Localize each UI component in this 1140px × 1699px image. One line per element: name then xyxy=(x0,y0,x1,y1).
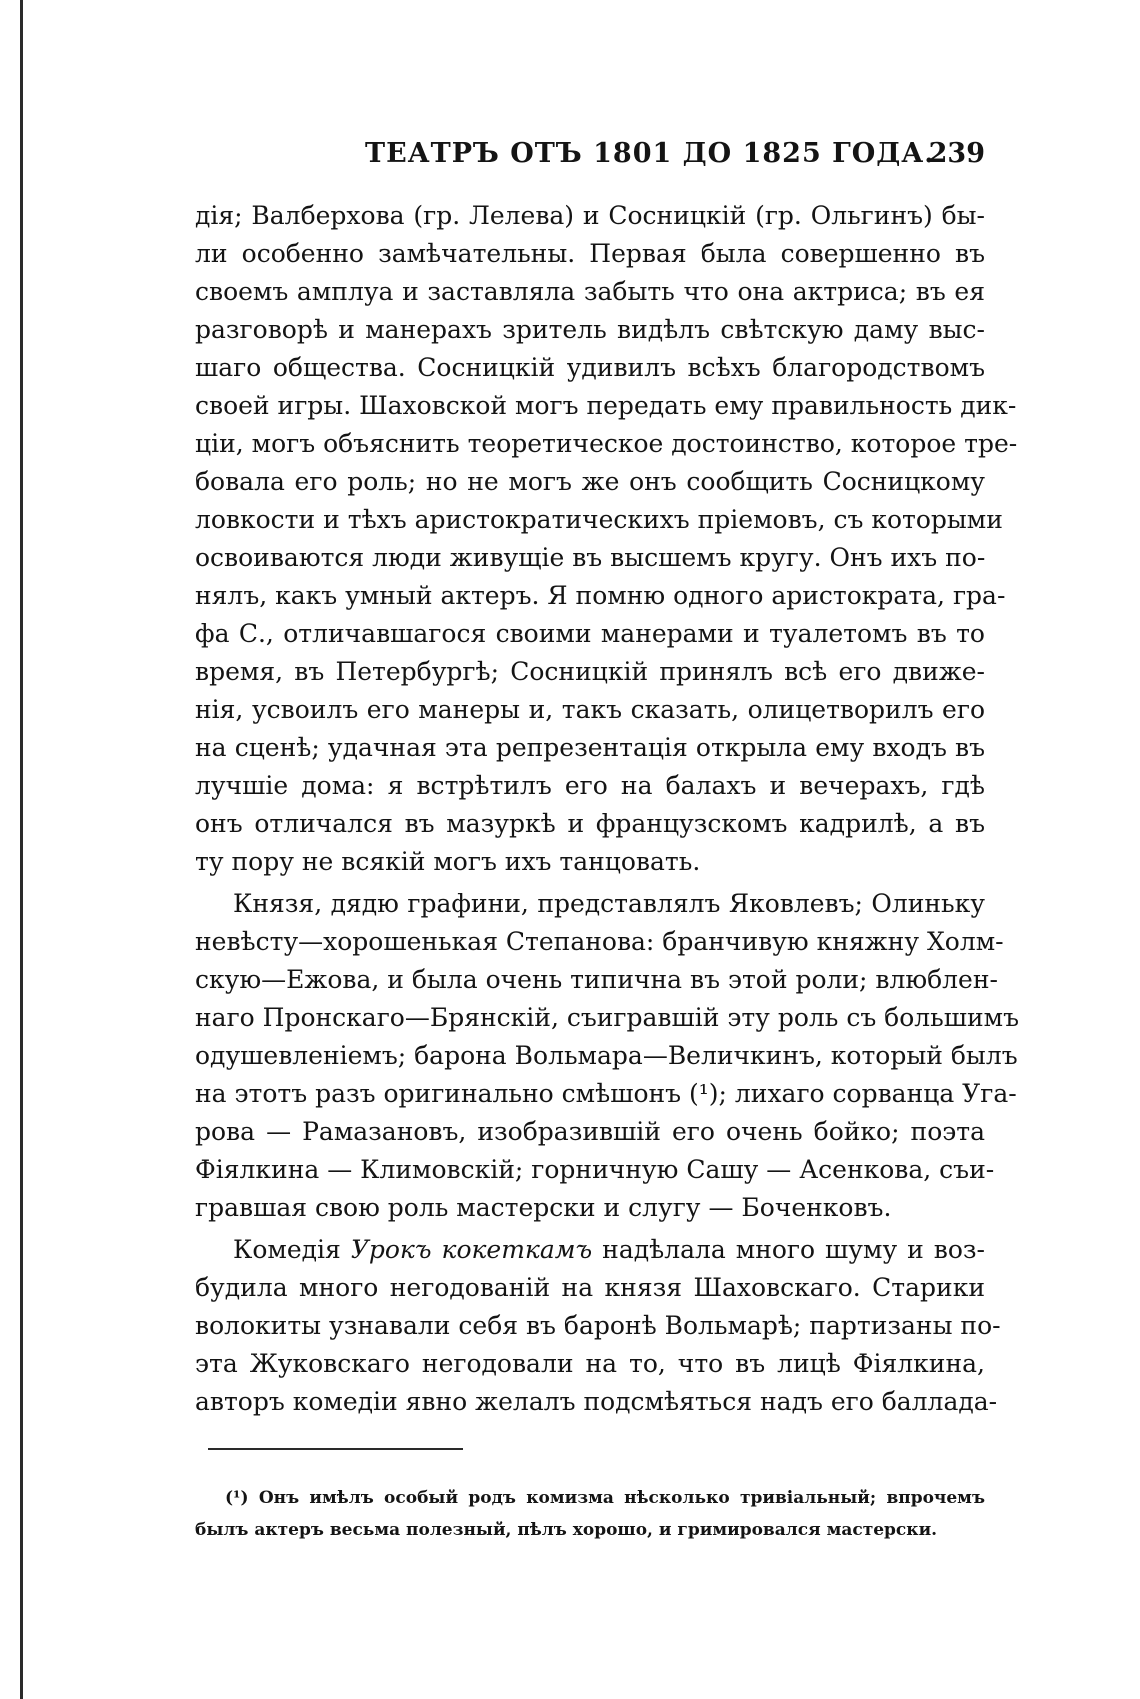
body-text xyxy=(195,197,1020,1421)
text-line: дія; Валберхова (гр. Лелева) и Сосницкій (гр. Ольгинъ) бы- xyxy=(195,201,985,230)
text-line: одушевленіемъ; барона Вольмара—Величкинъ, который былъ xyxy=(195,1041,1018,1070)
text-line: фа С., отличавшагося своими манерами и туалетомъ въ то xyxy=(195,619,985,648)
text-line: наго Пронскаго—Брянскій, съигравшій эту роль съ большимъ xyxy=(195,1003,1020,1032)
text-line: волокиты узнавали себя въ баронѣ Вольмарѣ; партизаны по- xyxy=(195,1311,1001,1340)
text-line: лучшіе дома: я встрѣтилъ его на балахъ и вечерахъ, гдѣ xyxy=(195,771,985,800)
text-line: рова — Рамазановъ, изобразившій его очень бойко; поэта xyxy=(195,1117,985,1146)
footnote xyxy=(195,1482,985,1546)
text-line: ціи, могъ объяснить теоретическое достоинство, которое тре- xyxy=(195,429,1018,458)
text-line: время, въ Петербургѣ; Сосницкій принялъ всѣ его движе- xyxy=(195,657,985,686)
paragraph-lead: Комедія xyxy=(233,1235,341,1264)
text-line: шаго общества. Сосницкій удивилъ всѣхъ благородствомъ xyxy=(195,353,985,382)
footnote-line: (¹) Онъ имѣлъ особый родъ комизма нѣсколько тривіальный; впрочемъ xyxy=(225,1488,985,1508)
footnote-line: былъ актеръ весьма полезный, пѣлъ хорошо, и гримировался мастерски. xyxy=(195,1520,938,1540)
running-title: ТЕАТРЪ ОТЪ 1801 ДО 1825 ГОДА. xyxy=(365,138,935,169)
text-line: разговорѣ и манерахъ зритель видѣлъ свѣтскую даму выс- xyxy=(195,315,985,344)
text-line: освоиваются люди живущіе въ высшемъ кругу. Онъ ихъ по- xyxy=(195,543,986,572)
text-line: на сценѣ; удачная эта репрезентація открыла ему входъ въ xyxy=(195,733,985,762)
text-line: ли особенно замѣчательны. Первая была совершенно въ xyxy=(195,239,985,268)
text-line: ловкости и тѣхъ аристократическихъ пріемовъ, съ которыми xyxy=(195,505,1003,534)
text-line: авторъ комедіи явно желалъ подсмѣяться надъ его баллада- xyxy=(195,1387,998,1416)
text-line: Князя, дядю графини, представлялъ Яковлевъ; Олиньку xyxy=(233,889,985,918)
text-line: на этотъ разъ оригинально смѣшонъ (¹); лихаго сорванца Уга- xyxy=(195,1079,1017,1108)
text-line: нялъ, какъ умный актеръ. Я помню одного аристократа, гра- xyxy=(195,581,1006,610)
footnote-separator xyxy=(208,1448,463,1450)
text-line: бовала его роль; но не могъ же онъ сообщить Сосницкому xyxy=(195,467,985,496)
text-line: своей игры. Шаховской могъ передать ему правильность дик- xyxy=(195,391,1017,420)
text-line: гравшая свою роль мастерски и слугу — Боченковъ. xyxy=(195,1193,892,1222)
page-number: 239 xyxy=(928,138,985,169)
text-line: ту пору не всякій могъ ихъ танцовать. xyxy=(195,847,701,876)
text-line: эта Жуковскаго негодовали на то, что въ лицѣ Фіялкина, xyxy=(195,1349,985,1378)
text-line: скую—Ежова, и была очень типична въ этой роли; влюблен- xyxy=(195,965,998,994)
running-head xyxy=(195,138,985,178)
italic-title: Урокъ кокеткамъ xyxy=(350,1235,593,1264)
paragraph-lead-rest: надѣлала много шуму и воз- xyxy=(602,1235,986,1264)
text-line: будила много негодованій на князя Шаховскаго. Старики xyxy=(195,1273,985,1302)
text-line: нія, усвоилъ его манеры и, такъ сказать, олицетворилъ его xyxy=(195,695,985,724)
text-line: онъ отличался въ мазуркѣ и французскомъ кадрилѣ, а въ xyxy=(195,809,985,838)
text-line: невѣсту—хорошенькая Степанова: бранчивую княжну Холм- xyxy=(195,927,1004,956)
text-line: Фіялкина — Климовскій; горничную Сашу — Асенкова, съи- xyxy=(195,1155,995,1184)
page-edge-rule xyxy=(20,0,23,1699)
text-line xyxy=(195,1231,985,1269)
text-line: своемъ амплуа и заставляла забыть что она актриса; въ ея xyxy=(195,277,985,306)
